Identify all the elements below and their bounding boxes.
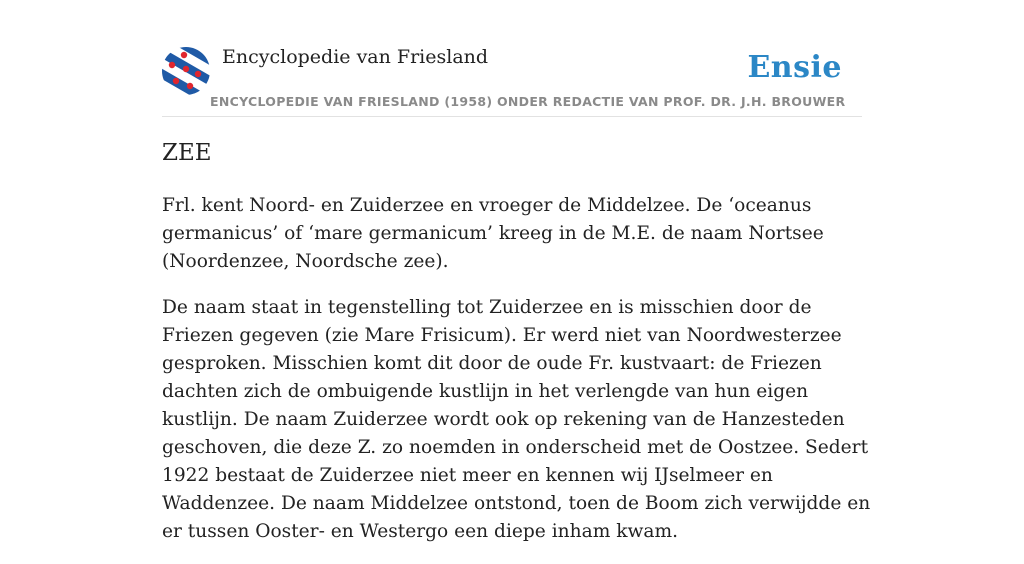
brand-logo-link[interactable]: Ensie bbox=[747, 50, 842, 85]
paragraph: De naam staat in tegenstelling tot Zuiderzee en is misschien door de Friezen gegeven (zie Mare Frisicum). Er werd niet van Noordwesterzee gesproken. Misschien komt dit door de oude Fr. kustvaart: de Friezen dachten zich de ombuigende kustlijn in het verlengde van hun eigen kustlijn. De naam Zuiderzee wordt ook op rekening van de Hanzesteden geschoven, die deze Z. zo noemden in onderscheid met de Oostzee. Sedert 1922 bestaat de Zuiderzee niet meer en kennen wij IJselmeer en Waddenzee. De naam Middelzee ontstond, toen de Boom zich verwijdde en er tussen Ooster- en Westergo een diepe inham kwam. bbox=[162, 297, 871, 542]
site-title[interactable]: Encyclopedie van Friesland bbox=[222, 46, 489, 68]
frisian-flag-icon[interactable] bbox=[162, 47, 210, 95]
source-subtitle: ENCYCLOPEDIE VAN FRIESLAND (1958) ONDER REDACTIE VAN PROF. DR. J.H. BROUWER bbox=[210, 94, 846, 109]
site-header bbox=[162, 0, 862, 117]
entry-body bbox=[162, 192, 882, 564]
entry-title: ZEE bbox=[162, 140, 212, 166]
page bbox=[162, 0, 871, 542]
paragraph: Frl. kent Noord- en Zuiderzee en vroeger de Middelzee. De ‘oceanus germanicus’ of ‘mare germanicum’ kreeg in de M.E. de naam Nortsee (Noordenzee, Noordsche zee). bbox=[162, 195, 824, 272]
